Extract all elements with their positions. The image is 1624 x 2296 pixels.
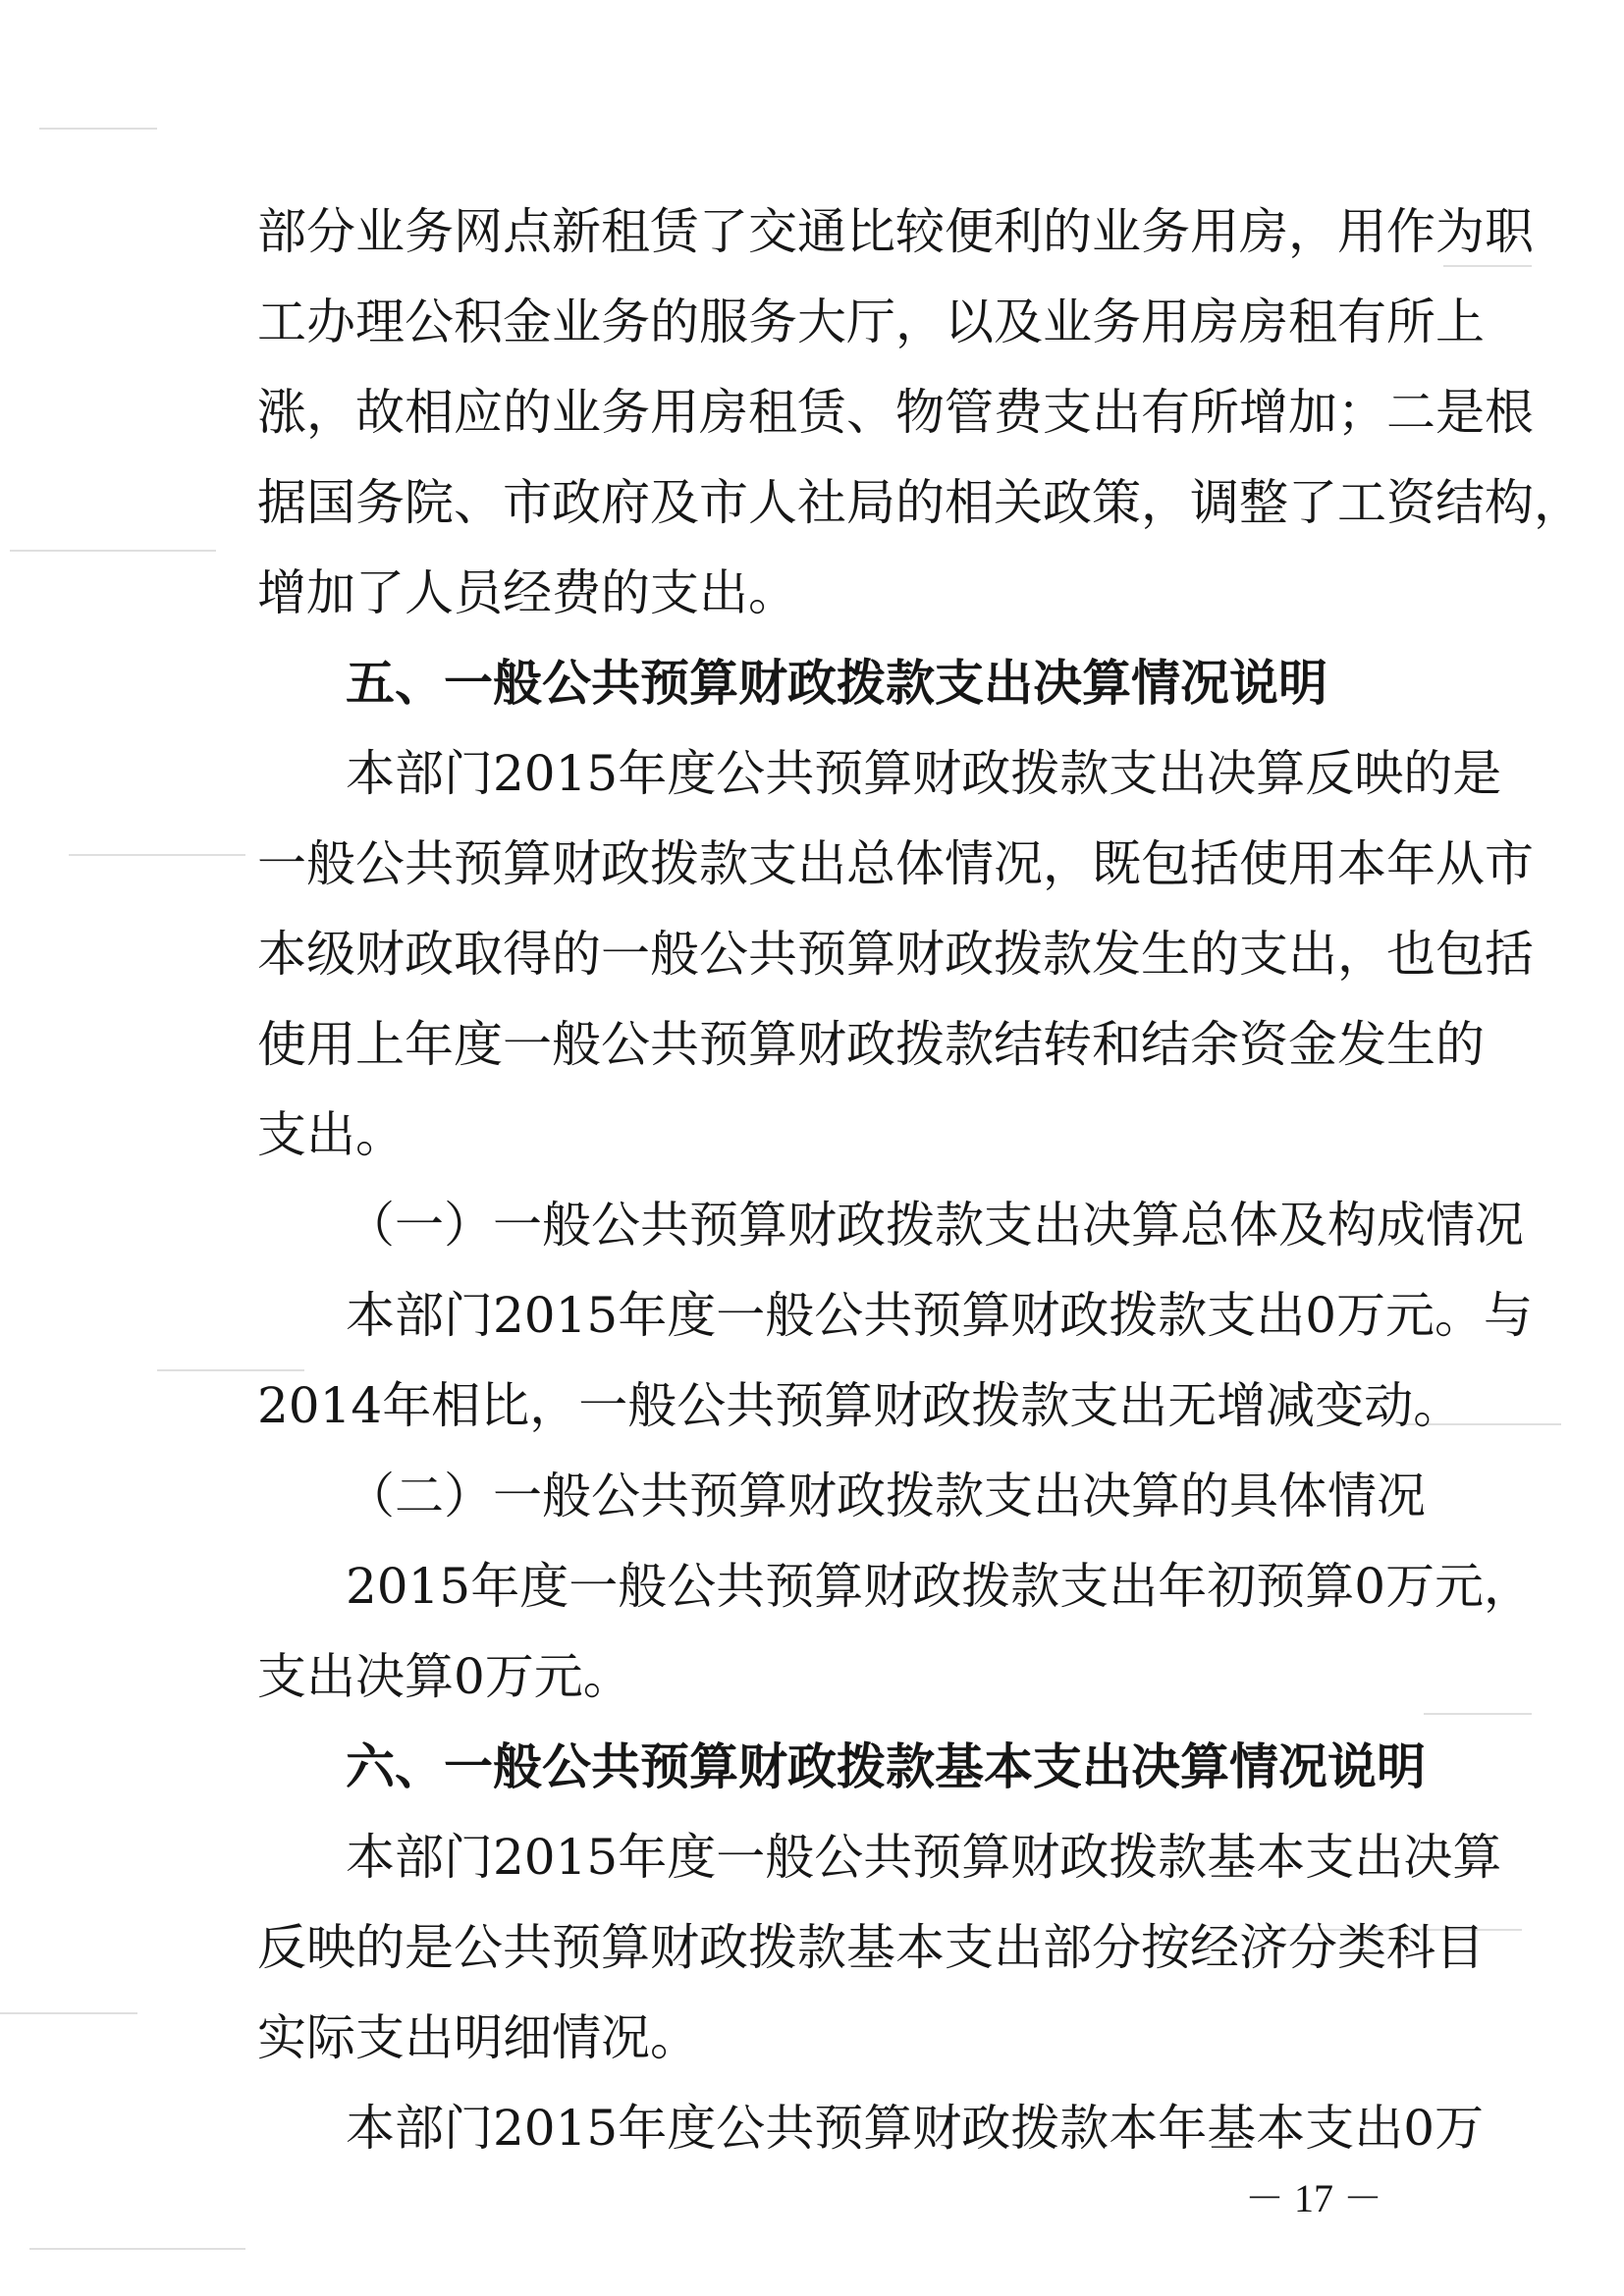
subsection-heading-2: （二）一般公共预算财政拨款支出决算的具体情况	[346, 1468, 1426, 1524]
subsection-heading-1: （一）一般公共预算财政拨款支出决算总体及构成情况	[346, 1197, 1524, 1254]
text-line: 本级财政取得的一般公共预算财政拨款发生的支出，也包括	[257, 926, 1534, 983]
section-heading-5: 五、一般公共预算财政拨款支出决算情况说明	[346, 654, 1327, 712]
text-line: 使用上年度一般公共预算财政拨款结转和结余资金发生的	[257, 1016, 1485, 1073]
text-line: 实际支出明细情况。	[257, 2009, 699, 2066]
text-line: 2014年相比，一般公共预算财政拨款支出无增减变动。	[257, 1377, 1463, 1434]
text-line: 本部门2015年度公共预算财政拨款本年基本支出0万	[346, 2100, 1485, 2157]
text-line: 工办理公积金业务的服务大厅，以及业务用房房租有所上	[257, 294, 1485, 350]
text-line: 本部门2015年度一般公共预算财政拨款支出0万元。与	[346, 1287, 1534, 1344]
text-line: 部分业务网点新租赁了交通比较便利的业务用房，用作为职	[257, 203, 1534, 260]
section-heading-6: 六、一般公共预算财政拨款基本支出决算情况说明	[346, 1737, 1426, 1795]
text-line: 2015年度一般公共预算财政拨款支出年初预算0万元，	[346, 1558, 1534, 1615]
page-number: － 17 －	[1245, 2176, 1382, 2220]
text-line: 支出。	[257, 1106, 405, 1163]
text-line: 据国务院、市政府及市人社局的相关政策，调整了工资结构，	[257, 474, 1583, 531]
text-line: 反映的是公共预算财政拨款基本支出部分按经济分类科目	[257, 1919, 1485, 1976]
text-line: 支出决算0万元。	[257, 1648, 632, 1705]
text-line: 本部门2015年度公共预算财政拨款支出决算反映的是	[346, 745, 1502, 802]
text-line: 一般公共预算财政拨款支出总体情况，既包括使用本年从市	[257, 835, 1534, 892]
text-line: 本部门2015年度一般公共预算财政拨款基本支出决算	[346, 1829, 1502, 1886]
text-line: 增加了人员经费的支出。	[257, 564, 797, 621]
text-line: 涨，故相应的业务用房租赁、物管费支出有所增加；二是根	[257, 384, 1534, 441]
